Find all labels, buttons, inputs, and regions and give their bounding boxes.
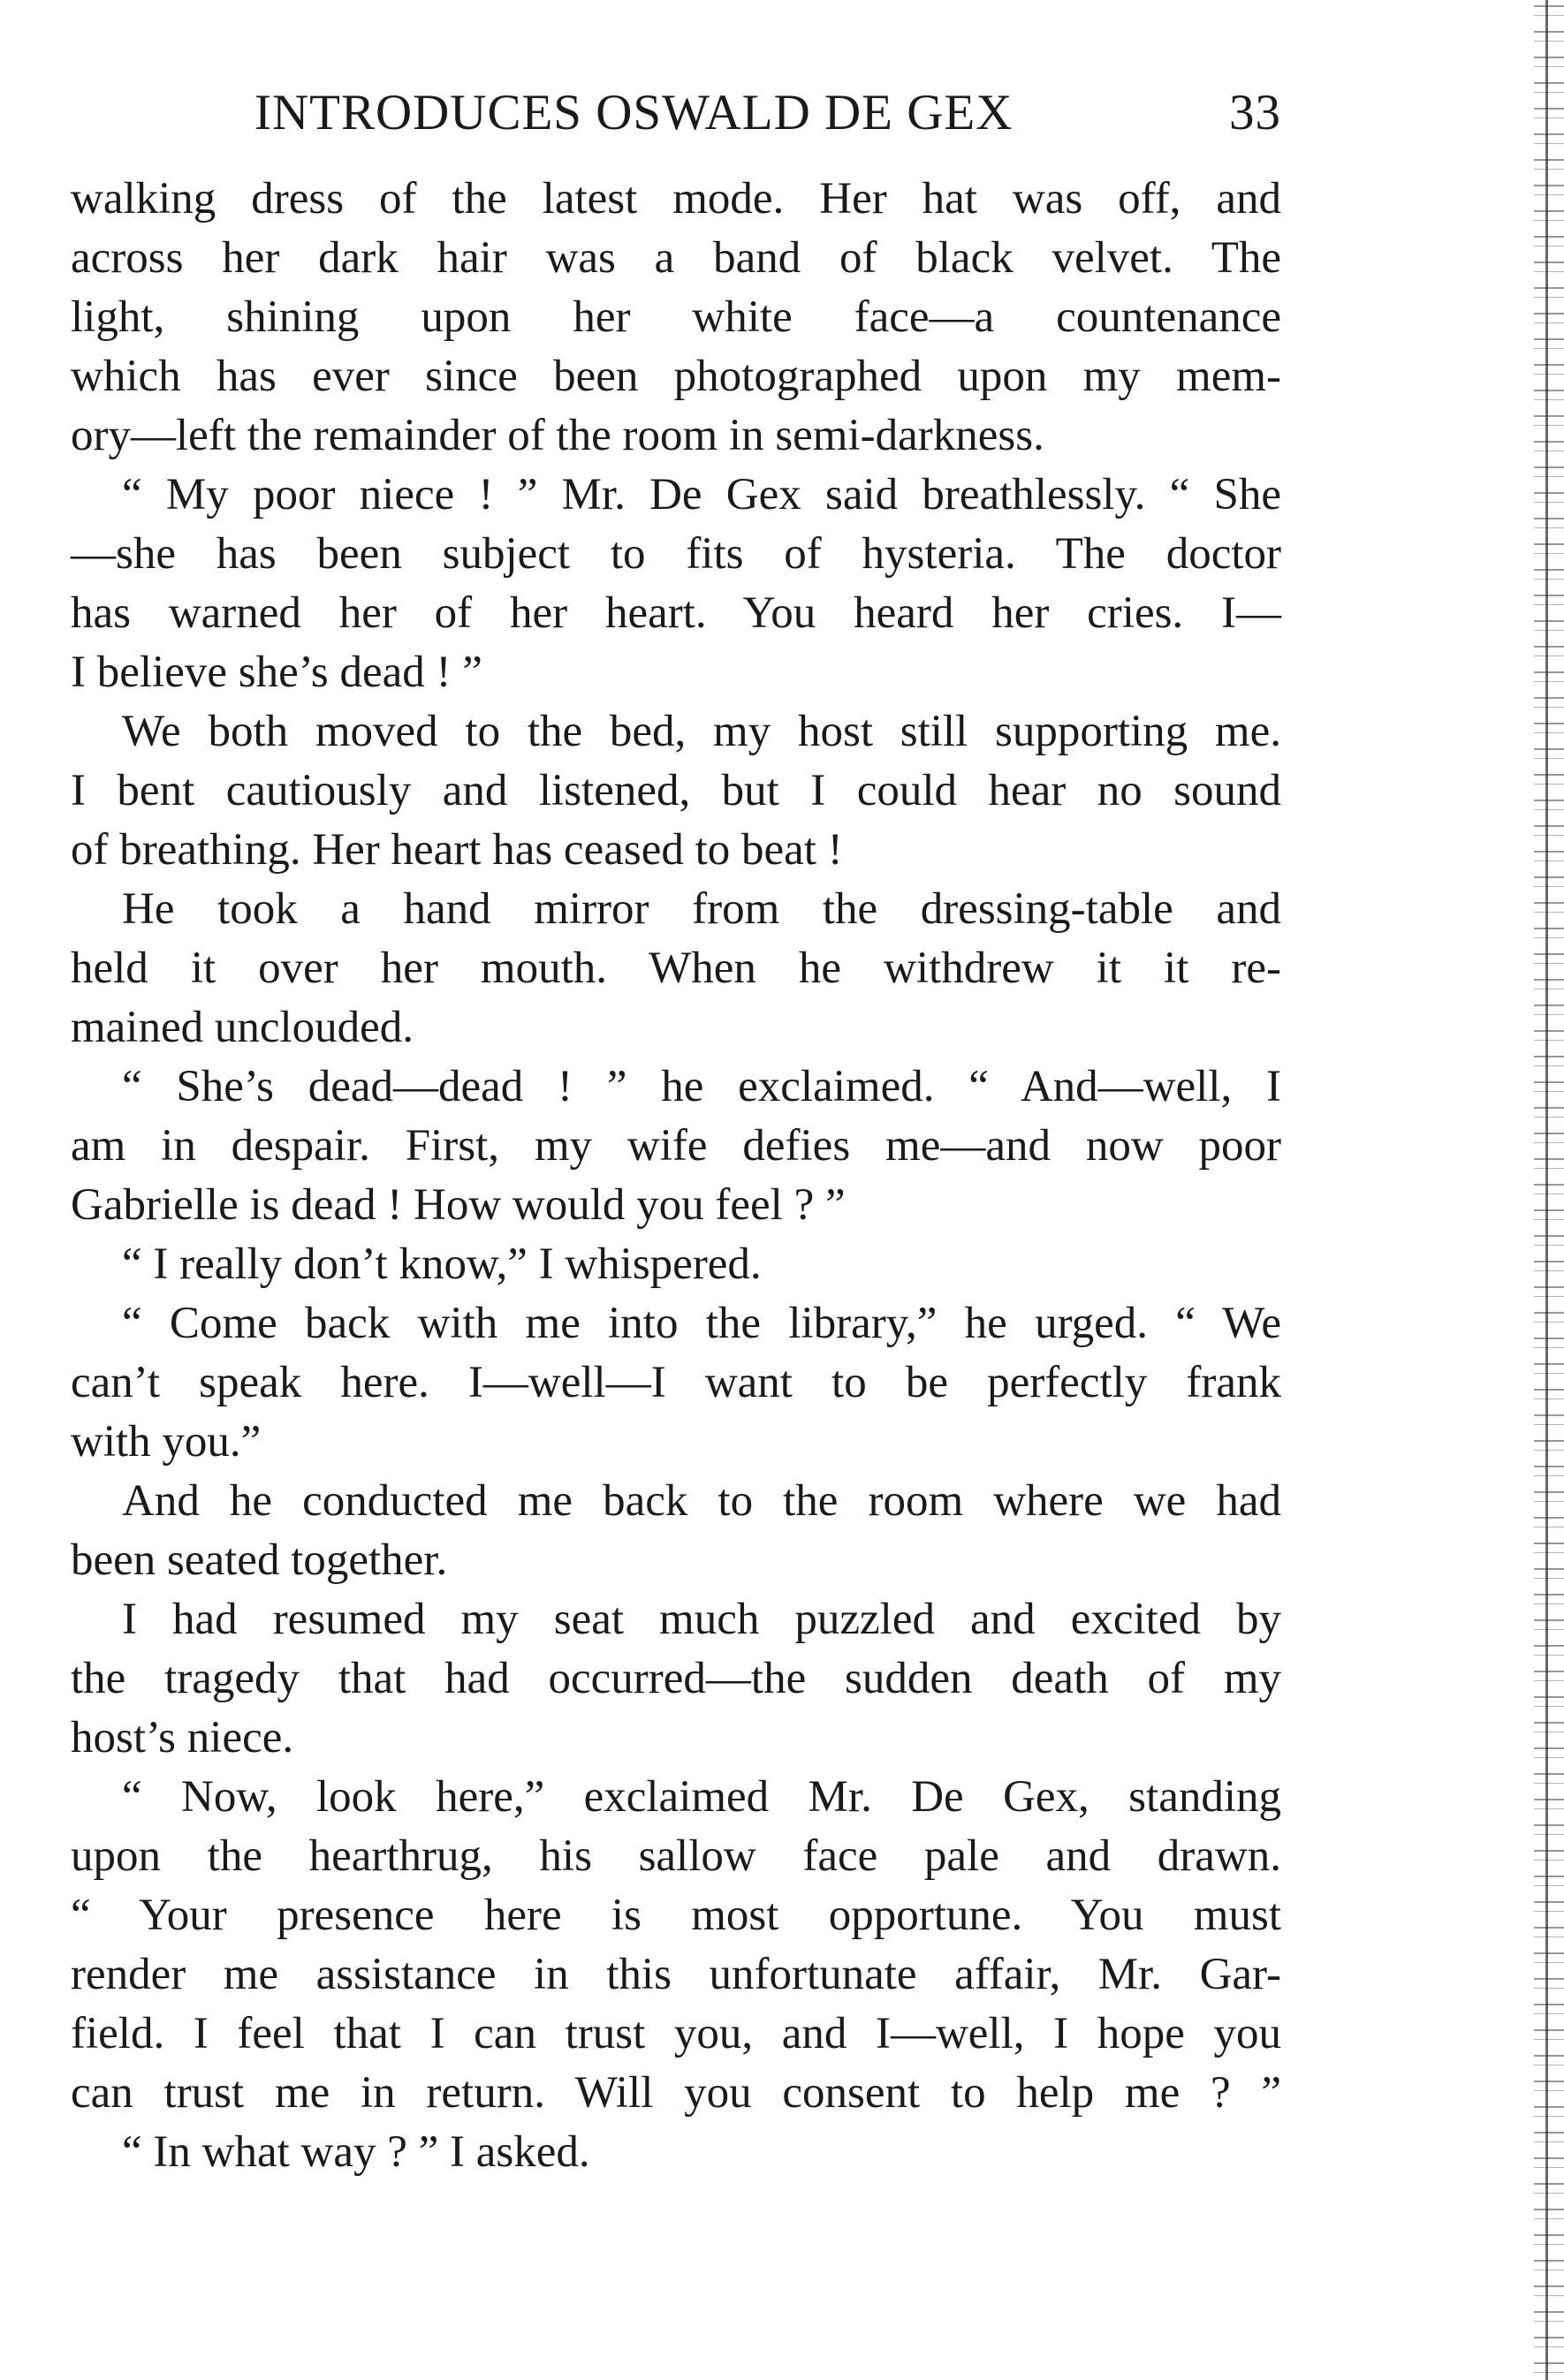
page-gutter-edge xyxy=(1534,0,1564,2380)
text-line: which has ever since been photographed upon my mem- xyxy=(71,352,1281,401)
text-line: I believe she’s dead ! ” xyxy=(71,648,482,697)
body-text xyxy=(71,170,1281,2182)
text-line: I bent cautiously and listened, but I could hear no sound xyxy=(71,766,1281,815)
text-line: has warned her of her heart. You heard her cries. I— xyxy=(71,588,1281,638)
text-line: “ She’s dead—dead ! ” he exclaimed. “ And—well, I xyxy=(122,1062,1281,1111)
text-line: upon the hearthrug, his sallow face pale and drawn. xyxy=(71,1831,1281,1881)
text-line: ory—left the remainder of the room in semi-darkness. xyxy=(71,411,1044,460)
text-line: of breathing. Her heart has ceased to beat ! xyxy=(71,825,843,875)
page-gutter-line xyxy=(1545,0,1548,2380)
text-line: Gabrielle is dead ! How would you feel ? ” xyxy=(71,1180,846,1230)
text-line: the tragedy that had occurred—the sudden death of my xyxy=(71,1654,1281,1703)
text-line: I had resumed my seat much puzzled and excited by xyxy=(122,1595,1281,1644)
text-line: across her dark hair was a band of black velvet. The xyxy=(71,233,1281,283)
text-line: “ My poor niece ! ” Mr. De Gex said breathlessly. “ She xyxy=(122,470,1281,519)
text-line: with you.” xyxy=(71,1417,262,1467)
text-line: light, shining upon her white face—a countenance xyxy=(71,292,1281,342)
text-line: We both moved to the bed, my host still supporting me. xyxy=(122,707,1281,756)
text-line: held it over her mouth. When he withdrew it it re- xyxy=(71,944,1281,993)
text-line: And he conducted me back to the room where we had xyxy=(122,1476,1281,1526)
page-number: 33 xyxy=(1229,85,1281,140)
text-line: can trust me in return. Will you consent to help me ? ” xyxy=(71,2068,1281,2118)
text-line: He took a hand mirror from the dressing-table and xyxy=(122,884,1281,934)
running-title: INTRODUCES OSWALD DE GEX xyxy=(254,85,1014,140)
text-line: mained unclouded. xyxy=(71,1003,414,1052)
text-line: “ Now, look here,” exclaimed Mr. De Gex, standing xyxy=(122,1772,1281,1822)
text-line: “ In what way ? ” I asked. xyxy=(122,2127,590,2177)
text-line: —she has been subject to fits of hysteria. The doctor xyxy=(71,529,1281,579)
running-header xyxy=(71,78,1281,148)
text-line: “ Your presence here is most opportune. You must xyxy=(71,1891,1281,1940)
text-line: field. I feel that I can trust you, and I—well, I hope you xyxy=(71,2009,1281,2058)
text-line: host’s niece. xyxy=(71,1713,294,1762)
text-line: “ I really don’t know,” I whispered. xyxy=(122,1239,762,1289)
text-line: “ Come back with me into the library,” he urged. “ We xyxy=(122,1299,1281,1348)
text-line: am in despair. First, my wife defies me—and now poor xyxy=(71,1121,1281,1171)
text-line: been seated together. xyxy=(71,1535,448,1585)
text-line: walking dress of the latest mode. Her hat was off, and xyxy=(71,174,1281,224)
text-line: can’t speak here. I—well—I want to be perfectly frank xyxy=(71,1358,1281,1407)
text-line: render me assistance in this unfortunate affair, Mr. Gar- xyxy=(71,1950,1281,1999)
